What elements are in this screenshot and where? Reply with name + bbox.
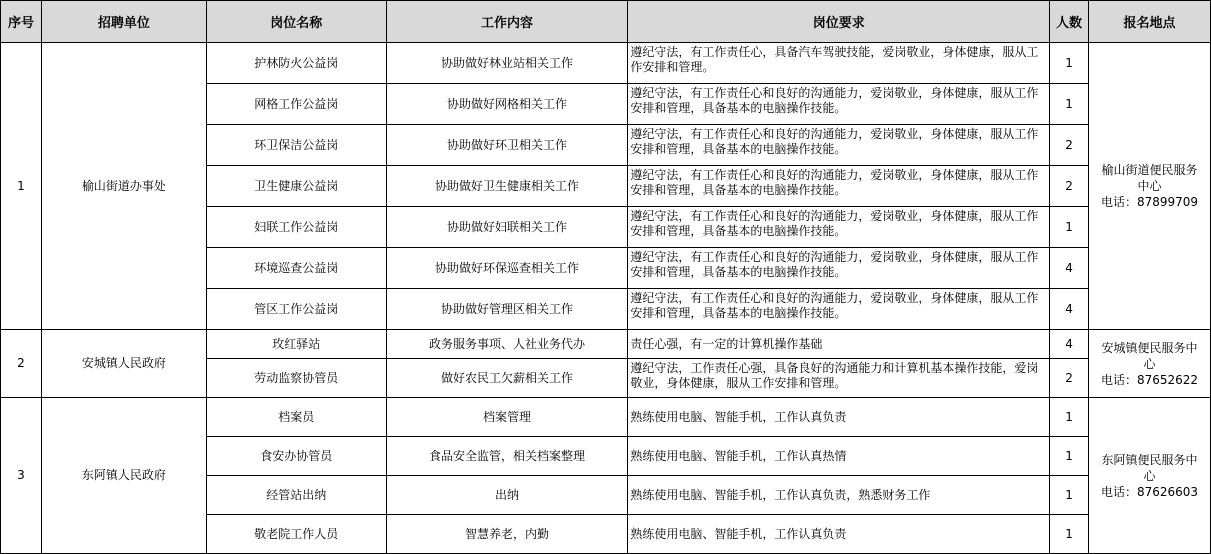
content-cell: 出纳 bbox=[386, 476, 628, 515]
requirement-cell: 遵纪守法，有工作责任心和良好的沟通能力，爱岗敬业，身体健康，服从工作安排和管理，具备基本的电脑操作技能。 bbox=[628, 289, 1050, 330]
requirement-cell: 责任心强，有一定的计算机操作基础 bbox=[628, 330, 1050, 359]
count-cell: 2 bbox=[1050, 359, 1089, 398]
count-cell: 1 bbox=[1050, 437, 1089, 476]
location-line1: 安城镇便民服务中 bbox=[1101, 340, 1198, 355]
location-line1: 东阿镇便民服务中 bbox=[1101, 452, 1198, 467]
requirement-cell: 遵纪守法，有工作责任心和良好的沟通能力，爱岗敬业，身体健康，服从工作安排和管理，具备基本的电脑操作技能。 bbox=[628, 166, 1050, 207]
location-cell bbox=[1089, 330, 1211, 398]
content-cell: 食品安全监管，相关档案整理 bbox=[386, 437, 628, 476]
requirement-cell: 遵纪守法，工作责任心强，具备良好的沟通能力和计算机基本操作技能，爱岗敬业，身体健康，服从工作安排和管理。 bbox=[628, 359, 1050, 398]
position-cell: 管区工作公益岗 bbox=[206, 289, 386, 330]
count-cell: 4 bbox=[1050, 248, 1089, 289]
location-cell bbox=[1089, 43, 1211, 330]
content-cell: 协助做好林业站相关工作 bbox=[386, 43, 628, 84]
count-cell: 2 bbox=[1050, 125, 1089, 166]
unit-cell: 东阿镇人民政府 bbox=[41, 398, 206, 554]
position-cell: 卫生健康公益岗 bbox=[206, 166, 386, 207]
position-cell: 经管站出纳 bbox=[206, 476, 386, 515]
header-requirement: 岗位要求 bbox=[628, 1, 1050, 43]
requirement-cell: 遵纪守法，有工作责任心和良好的沟通能力，爱岗敬业，身体健康，服从工作安排和管理，具备基本的电脑操作技能。 bbox=[628, 84, 1050, 125]
seq-cell: 1 bbox=[1, 43, 42, 330]
position-cell: 网格工作公益岗 bbox=[206, 84, 386, 125]
content-cell: 协助做好妇联相关工作 bbox=[386, 207, 628, 248]
content-cell: 档案管理 bbox=[386, 398, 628, 437]
requirement-cell: 熟练使用电脑、智能手机，工作认真热情 bbox=[628, 437, 1050, 476]
location-line2: 心 bbox=[1143, 356, 1156, 371]
location-line1: 榆山街道便民服务 bbox=[1101, 163, 1198, 177]
header-position: 岗位名称 bbox=[206, 1, 386, 43]
position-cell: 环卫保洁公益岗 bbox=[206, 125, 386, 166]
content-cell: 协助做好网格相关工作 bbox=[386, 84, 628, 125]
content-cell: 协助做好卫生健康相关工作 bbox=[386, 166, 628, 207]
table-row bbox=[1, 330, 1211, 359]
content-cell: 政务服务事项、人社业务代办 bbox=[386, 330, 628, 359]
location-phone: 电话：87899709 bbox=[1100, 195, 1199, 209]
table-row bbox=[1, 43, 1211, 84]
count-cell: 4 bbox=[1050, 289, 1089, 330]
requirement-cell: 遵纪守法，有工作责任心，具备汽车驾驶技能，爱岗敬业，身体健康，服从工作安排和管理。 bbox=[628, 43, 1050, 84]
content-cell: 做好农民工欠薪相关工作 bbox=[386, 359, 628, 398]
count-cell: 2 bbox=[1050, 166, 1089, 207]
location-line2: 心 bbox=[1143, 468, 1156, 483]
count-cell: 1 bbox=[1050, 207, 1089, 248]
position-cell: 敬老院工作人员 bbox=[206, 515, 386, 554]
requirement-cell: 熟练使用电脑、智能手机，工作认真负责 bbox=[628, 515, 1050, 554]
header-content: 工作内容 bbox=[386, 1, 628, 43]
header-seq: 序号 bbox=[1, 1, 42, 43]
count-cell: 1 bbox=[1050, 84, 1089, 125]
table-row bbox=[1, 398, 1211, 437]
position-cell: 劳动监察协管员 bbox=[206, 359, 386, 398]
content-cell: 协助做好环保巡查相关工作 bbox=[386, 248, 628, 289]
count-cell: 4 bbox=[1050, 330, 1089, 359]
count-cell: 1 bbox=[1050, 398, 1089, 437]
count-cell: 1 bbox=[1050, 515, 1089, 554]
location-phone: 电话：87652622 bbox=[1100, 372, 1199, 387]
header-count: 人数 bbox=[1050, 1, 1089, 43]
position-cell: 护林防火公益岗 bbox=[206, 43, 386, 84]
position-cell: 玫红驿站 bbox=[206, 330, 386, 359]
header-row bbox=[1, 1, 1211, 43]
location-line2: 中心 bbox=[1137, 179, 1162, 193]
requirement-cell: 遵纪守法，有工作责任心和良好的沟通能力，爱岗敬业，身体健康，服从工作安排和管理，具备基本的电脑操作技能。 bbox=[628, 207, 1050, 248]
location-phone: 电话：87626603 bbox=[1100, 484, 1199, 499]
position-cell: 档案员 bbox=[206, 398, 386, 437]
position-cell: 环境巡查公益岗 bbox=[206, 248, 386, 289]
location-cell bbox=[1089, 398, 1211, 554]
requirement-cell: 熟练使用电脑、智能手机，工作认真负责，熟悉财务工作 bbox=[628, 476, 1050, 515]
header-unit: 招聘单位 bbox=[41, 1, 206, 43]
requirement-cell: 熟练使用电脑、智能手机，工作认真负责 bbox=[628, 398, 1050, 437]
content-cell: 协助做好管理区相关工作 bbox=[386, 289, 628, 330]
seq-cell: 3 bbox=[1, 398, 42, 554]
position-cell: 食安办协管员 bbox=[206, 437, 386, 476]
requirement-cell: 遵纪守法，有工作责任心和良好的沟通能力，爱岗敬业，身体健康，服从工作安排和管理，具备基本的电脑操作技能。 bbox=[628, 248, 1050, 289]
content-cell: 协助做好环卫相关工作 bbox=[386, 125, 628, 166]
count-cell: 1 bbox=[1050, 476, 1089, 515]
unit-cell: 榆山街道办事处 bbox=[41, 43, 206, 330]
header-location: 报名地点 bbox=[1089, 1, 1211, 43]
unit-cell: 安城镇人民政府 bbox=[41, 330, 206, 398]
requirement-cell: 遵纪守法，有工作责任心和良好的沟通能力，爱岗敬业，身体健康，服从工作安排和管理，具备基本的电脑操作技能。 bbox=[628, 125, 1050, 166]
seq-cell: 2 bbox=[1, 330, 42, 398]
content-cell: 智慧养老，内勤 bbox=[386, 515, 628, 554]
count-cell: 1 bbox=[1050, 43, 1089, 84]
position-cell: 妇联工作公益岗 bbox=[206, 207, 386, 248]
